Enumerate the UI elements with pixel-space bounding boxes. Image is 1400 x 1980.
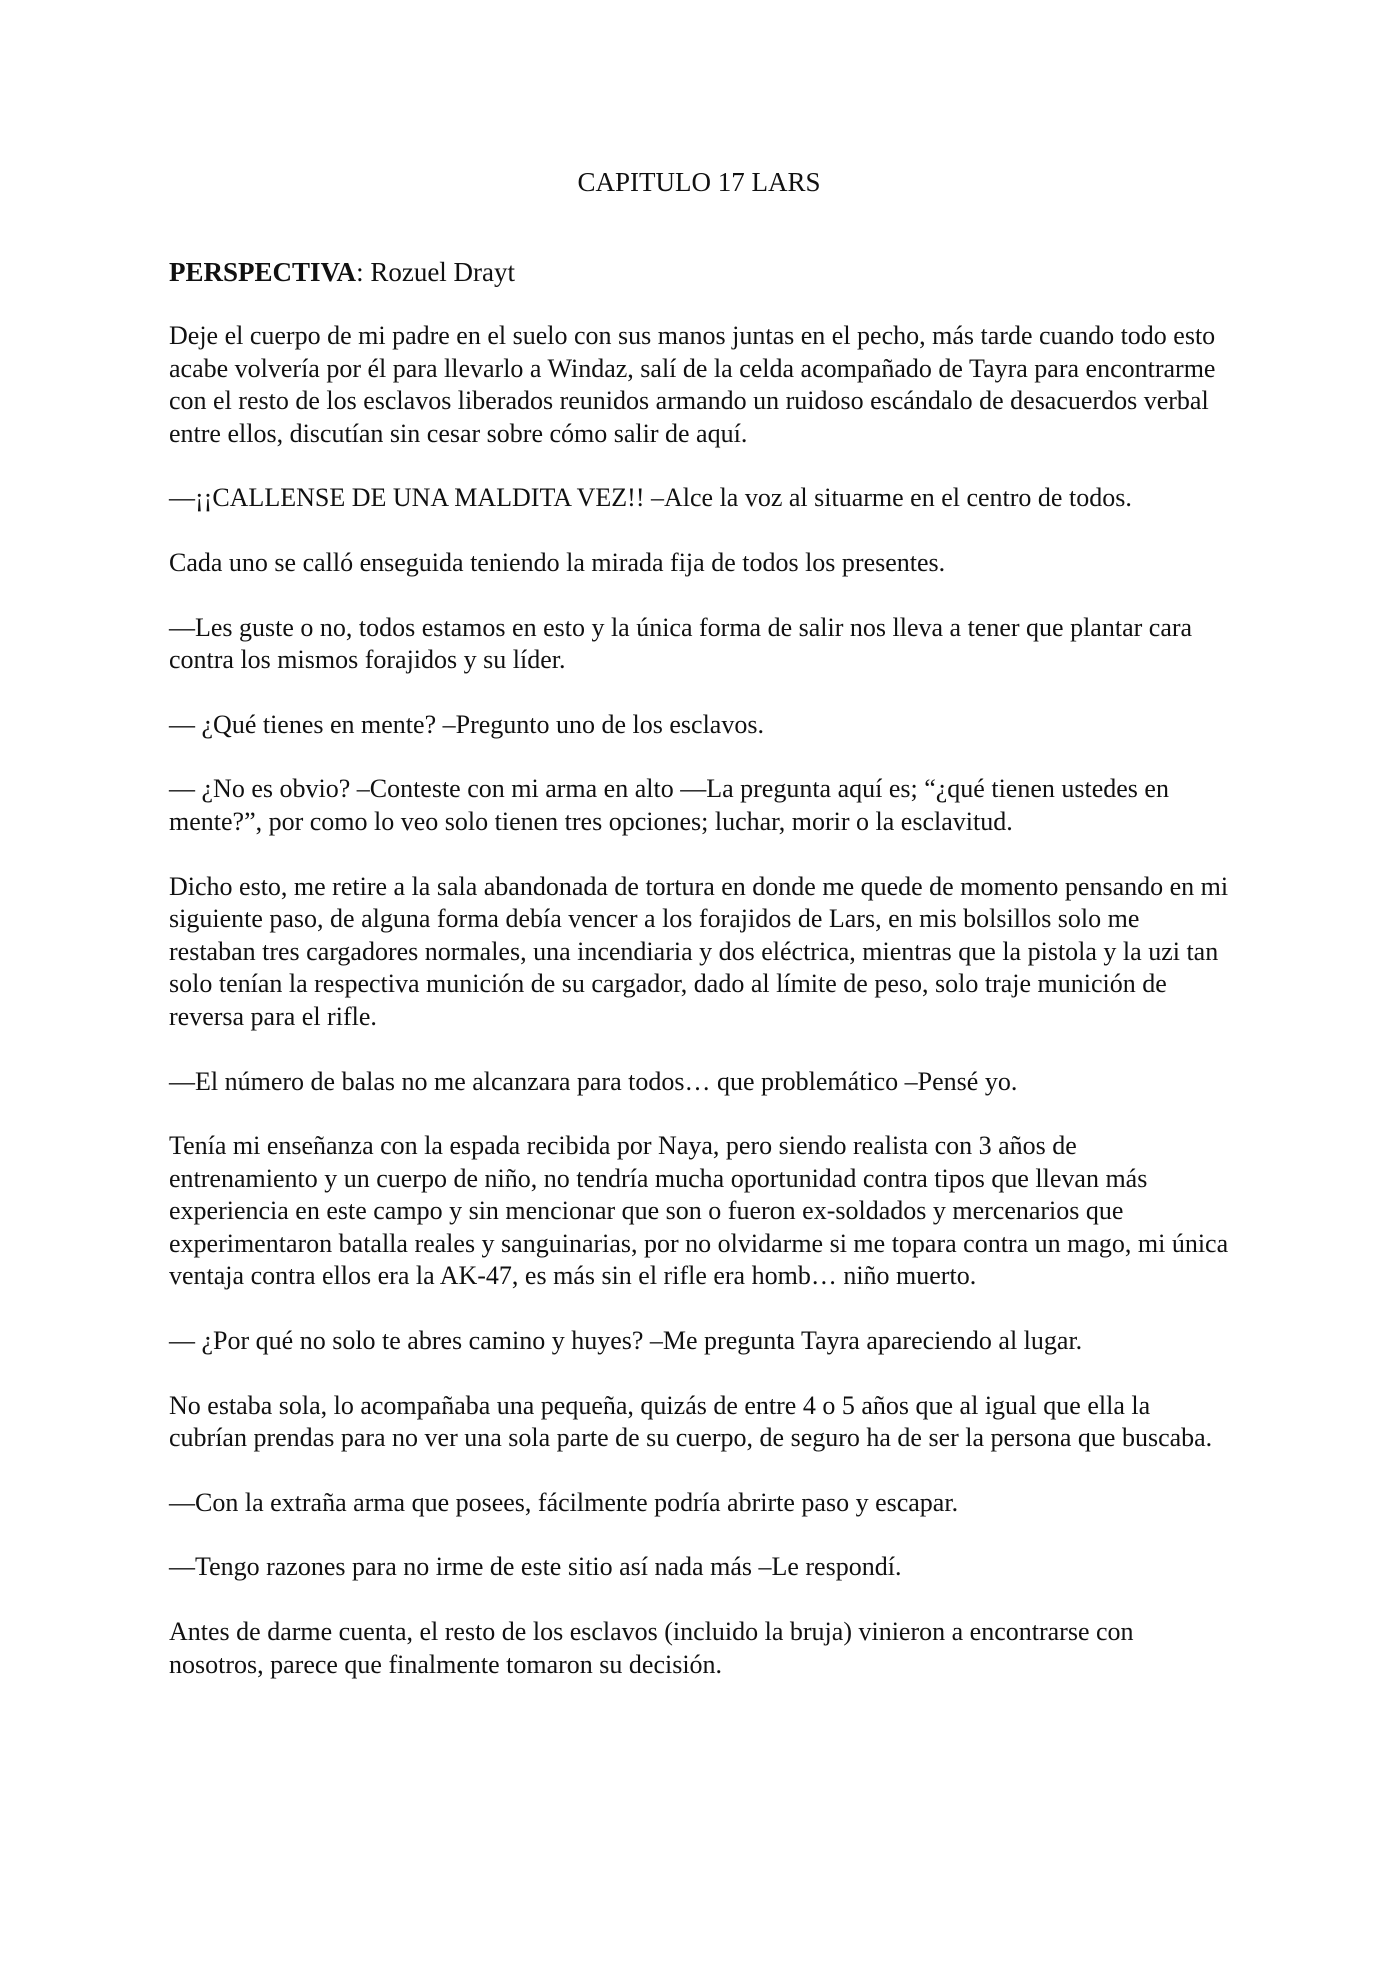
- paragraph: —Les guste o no, todos estamos en esto y la única forma de salir nos lleva a tener que plantar cara contra los mismos forajidos y su líder.: [169, 612, 1193, 675]
- perspective-line: [169, 256, 1229, 288]
- perspective-separator: :: [356, 257, 371, 287]
- paragraph: —¡¡CALLENSE DE UNA MALDITA VEZ!! –Alce la voz al situarme en el centro de todos.: [169, 483, 1132, 513]
- paragraph: Antes de darme cuenta, el resto de los esclavos (incluido la bruja) vinieron a encontrarse con nosotros, parece que finalmente tomaron su decisión.: [169, 1617, 1134, 1679]
- perspective-name: Rozuel Drayt: [370, 257, 516, 287]
- paragraph: No estaba sola, lo acompañaba una pequeña, quizás de entre 4 o 5 años que al igual que ella la cubrían prendas para no ver una sola parte de su cuerpo, de seguro ha de ser la persona que buscaba.: [169, 1390, 1213, 1453]
- paragraph: —El número de balas no me alcanzara para todos… que problemático –Pensé yo.: [169, 1066, 1018, 1096]
- paragraph: — ¿Por qué no solo te abres camino y huyes? –Me pregunta Tayra apareciendo al lugar.: [169, 1326, 1083, 1356]
- perspective-label: PERSPECTIVA: [169, 257, 357, 287]
- paragraph: Cada uno se calló enseguida teniendo la mirada fija de todos los presentes.: [169, 547, 946, 577]
- chapter-title: CAPITULO 17 LARS: [577, 167, 821, 197]
- paragraph: —Con la extraña arma que posees, fácilmente podría abrirte paso y escapar.: [169, 1487, 959, 1517]
- paragraph: Deje el cuerpo de mi padre en el suelo con sus manos juntas en el pecho, más tarde cuando todo esto acabe volvería por él para llevarlo a Windaz, salí de la celda acompañado de Tayra para encontrarme con el resto de los esclavos liberados reunidos armando un ruidoso escándalo de desacuerdos verbal entre ellos, discutían sin cesar sobre cómo salir de aquí.: [169, 321, 1216, 448]
- document-page: [169, 166, 1229, 1713]
- paragraph: — ¿No es obvio? –Conteste con mi arma en alto —La pregunta aquí es; “¿qué tienen ustedes en mente?”, por como lo veo solo tienen tres opciones; luchar, morir o la esclavitud.: [169, 774, 1169, 836]
- paragraph: —Tengo razones para no irme de este sitio así nada más –Le respondí.: [169, 1552, 902, 1582]
- paragraph: Dicho esto, me retire a la sala abandonada de tortura en donde me quede de momento pensando en mi siguiente paso, de alguna forma debía vencer a los forajidos de Lars, en mis bolsillos solo me restaban tres cargadores normales, una incendiaria y dos eléctrica, mientras que la pistola y la uzi tan solo tenían la respectiva munición de su cargador, dado al límite de peso, solo traje munición de reversa para el rifle.: [169, 871, 1229, 1031]
- paragraph: Tenía mi enseñanza con la espada recibida por Naya, pero siendo realista con 3 años de entrenamiento y un cuerpo de niño, no tendría mucha oportunidad contra tipos que llevan más experiencia en este campo y sin mencionar que son o fueron ex-soldados y mercenarios que experimentaron batalla reales y sanguinarias, por no olvidarme si me topara contra un mago, mi única ventaja contra ellos era la AK-47, es más sin el rifle era homb… niño muerto.: [169, 1131, 1229, 1291]
- paragraph: — ¿Qué tienes en mente? –Pregunto uno de los esclavos.: [169, 709, 764, 739]
